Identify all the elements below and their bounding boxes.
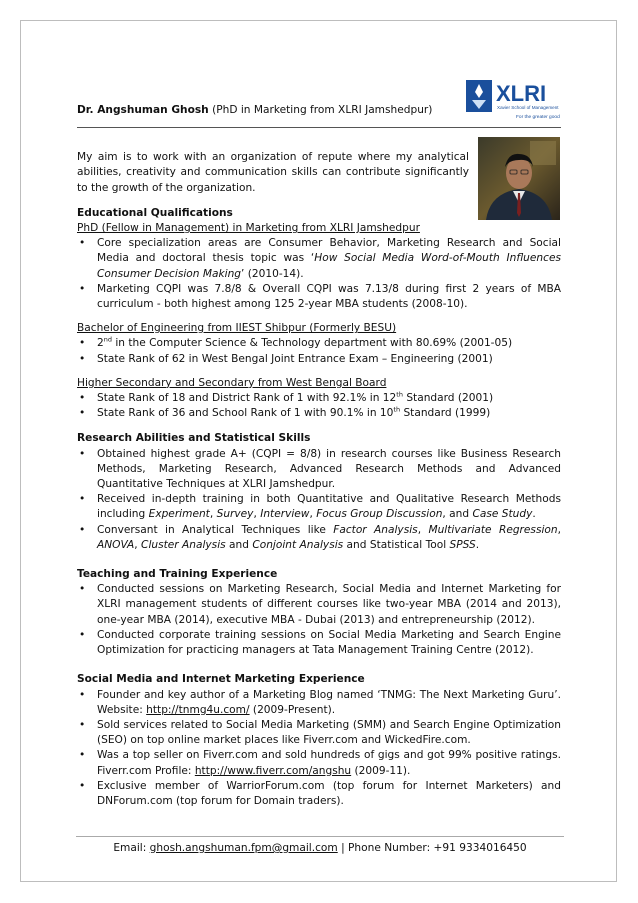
header-rule xyxy=(77,127,561,128)
teaching-list xyxy=(77,582,561,658)
list-item: • Exclusive member of WarriorForum.com (top forum for Internet Marketers) and DNForum.com (top forum for Domain traders). xyxy=(79,779,561,807)
list-item: • Conversant in Analytical Techniques like Factor Analysis, Multivariate Regression, ANOVA, Cluster Analysis and Conjoint Analysis and Statistical Tool SPSS. xyxy=(79,523,561,551)
research-list xyxy=(77,447,561,553)
hs-list xyxy=(77,391,561,421)
resume-content xyxy=(77,103,561,809)
research-heading: Research Abilities and Statistical Skills xyxy=(77,432,311,445)
footer-contact: Email: ghosh.angshuman.fpm@gmail.com | Phone Number: +91 9334016450 xyxy=(76,836,564,865)
social-heading: Social Media and Internet Marketing Experience xyxy=(77,673,365,686)
social-list xyxy=(77,688,561,810)
list-item: • State Rank of 62 in West Bengal Joint Entrance Exam – Engineering (2001) xyxy=(79,352,493,365)
education-heading: Educational Qualifications xyxy=(77,206,233,219)
list-item: • Received in-depth training in both Quantitative and Qualitative Research Methods including Experiment, Survey, Interview, Focus Group Discussion, and Case Study. xyxy=(79,493,561,521)
list-item: • Core specialization areas are Consumer Behavior, Marketing Research and Social Media and doctoral thesis topic was ‘How Social Media Word-of-Mouth Influences Consumer Decision Making’ (2010-14). xyxy=(79,237,561,280)
list-item: • Obtained highest grade A+ (CQPI = 8/8) in research courses like Business Research Methods, Marketing Research, Advanced Research Methods and Advanced Quantitative Techniques at XLRI Jamshedpur. xyxy=(79,447,561,491)
list-item: • Conducted sessions on Marketing Research, Social Media and Internet Marketing for XLRI management students of different courses like two-year MBA (2014 and 2013), one-year MBA (2014), executive MBA - Dubai (2013) and entrepreneurship (2012). xyxy=(79,583,561,626)
list-item: • State Rank of 18 and District Rank of 1 with 92.1% in 12th Standard (2001) xyxy=(79,390,494,405)
list-item: • Conducted corporate training sessions on Social Media Marketing and Search Engine Optimization for practicing managers at Tata Management Training Centre (2012). xyxy=(79,628,561,657)
email-link[interactable]: ghosh.angshuman.fpm@gmail.com xyxy=(149,842,338,854)
list-item: • Was a top seller on Fiverr.com and sold hundreds of gigs and got 99% positive ratings. Fiverr.com Profile: http://www.fiverr.com/angshu (2009-11). xyxy=(79,749,561,777)
fiverr-profile-link[interactable]: http://www.fiverr.com/angshu xyxy=(194,764,352,777)
blog-link[interactable]: http://tnmg4u.com/ xyxy=(146,703,250,716)
list-item: • Founder and key author of a Marketing Blog named ‘TNMG: The Next Marketing Guru’. Website: http://tnmg4u.com/ (2009-Present). xyxy=(79,688,561,716)
logo-tagline: For the greater good xyxy=(516,115,560,120)
be-list xyxy=(77,336,561,366)
phd-list xyxy=(77,236,561,312)
phone-number: | Phone Number: +91 9334016450 xyxy=(337,842,527,854)
candidate-name: Dr. Angshuman Ghosh xyxy=(77,104,209,116)
hs-heading: Higher Secondary and Secondary from West Bengal Board xyxy=(77,376,387,389)
list-item: • Sold services related to Social Media Marketing (SMM) and Search Engine Optimization (SEO) on top online market places like Fiverr.com and WickedFire.com. xyxy=(79,718,561,747)
list-item: • 2nd in the Computer Science & Technology department with 80.69% (2001-05) xyxy=(79,335,513,350)
logo-subtitle: Xavier School of Management xyxy=(497,105,559,110)
phd-heading: PhD (Fellow in Management) in Marketing from XLRI Jamshedpur xyxy=(77,222,420,235)
logo-title: XLRI xyxy=(496,81,547,106)
teaching-heading: Teaching and Training Experience xyxy=(77,568,278,581)
list-item: • State Rank of 36 and School Rank of 1 with 90.1% in 10th Standard (1999) xyxy=(79,405,491,420)
list-item: • Marketing CQPI was 7.8/8 & Overall CQPI was 7.13/8 during first 2 years of MBA curriculum - both highest among 125 2-year MBA students (2008-10). xyxy=(79,282,561,311)
resume-header xyxy=(77,103,561,118)
objective: My aim is to work with an organization of repute where my analytical abilities, creativity and communication skills can contribute significantly to the growth of the organization. xyxy=(77,151,469,194)
be-heading: Bachelor of Engineering from IIEST Shibpur (Formerly BESU) xyxy=(77,322,397,335)
degree-note: (PhD in Marketing from XLRI Jamshedpur) xyxy=(208,104,433,116)
